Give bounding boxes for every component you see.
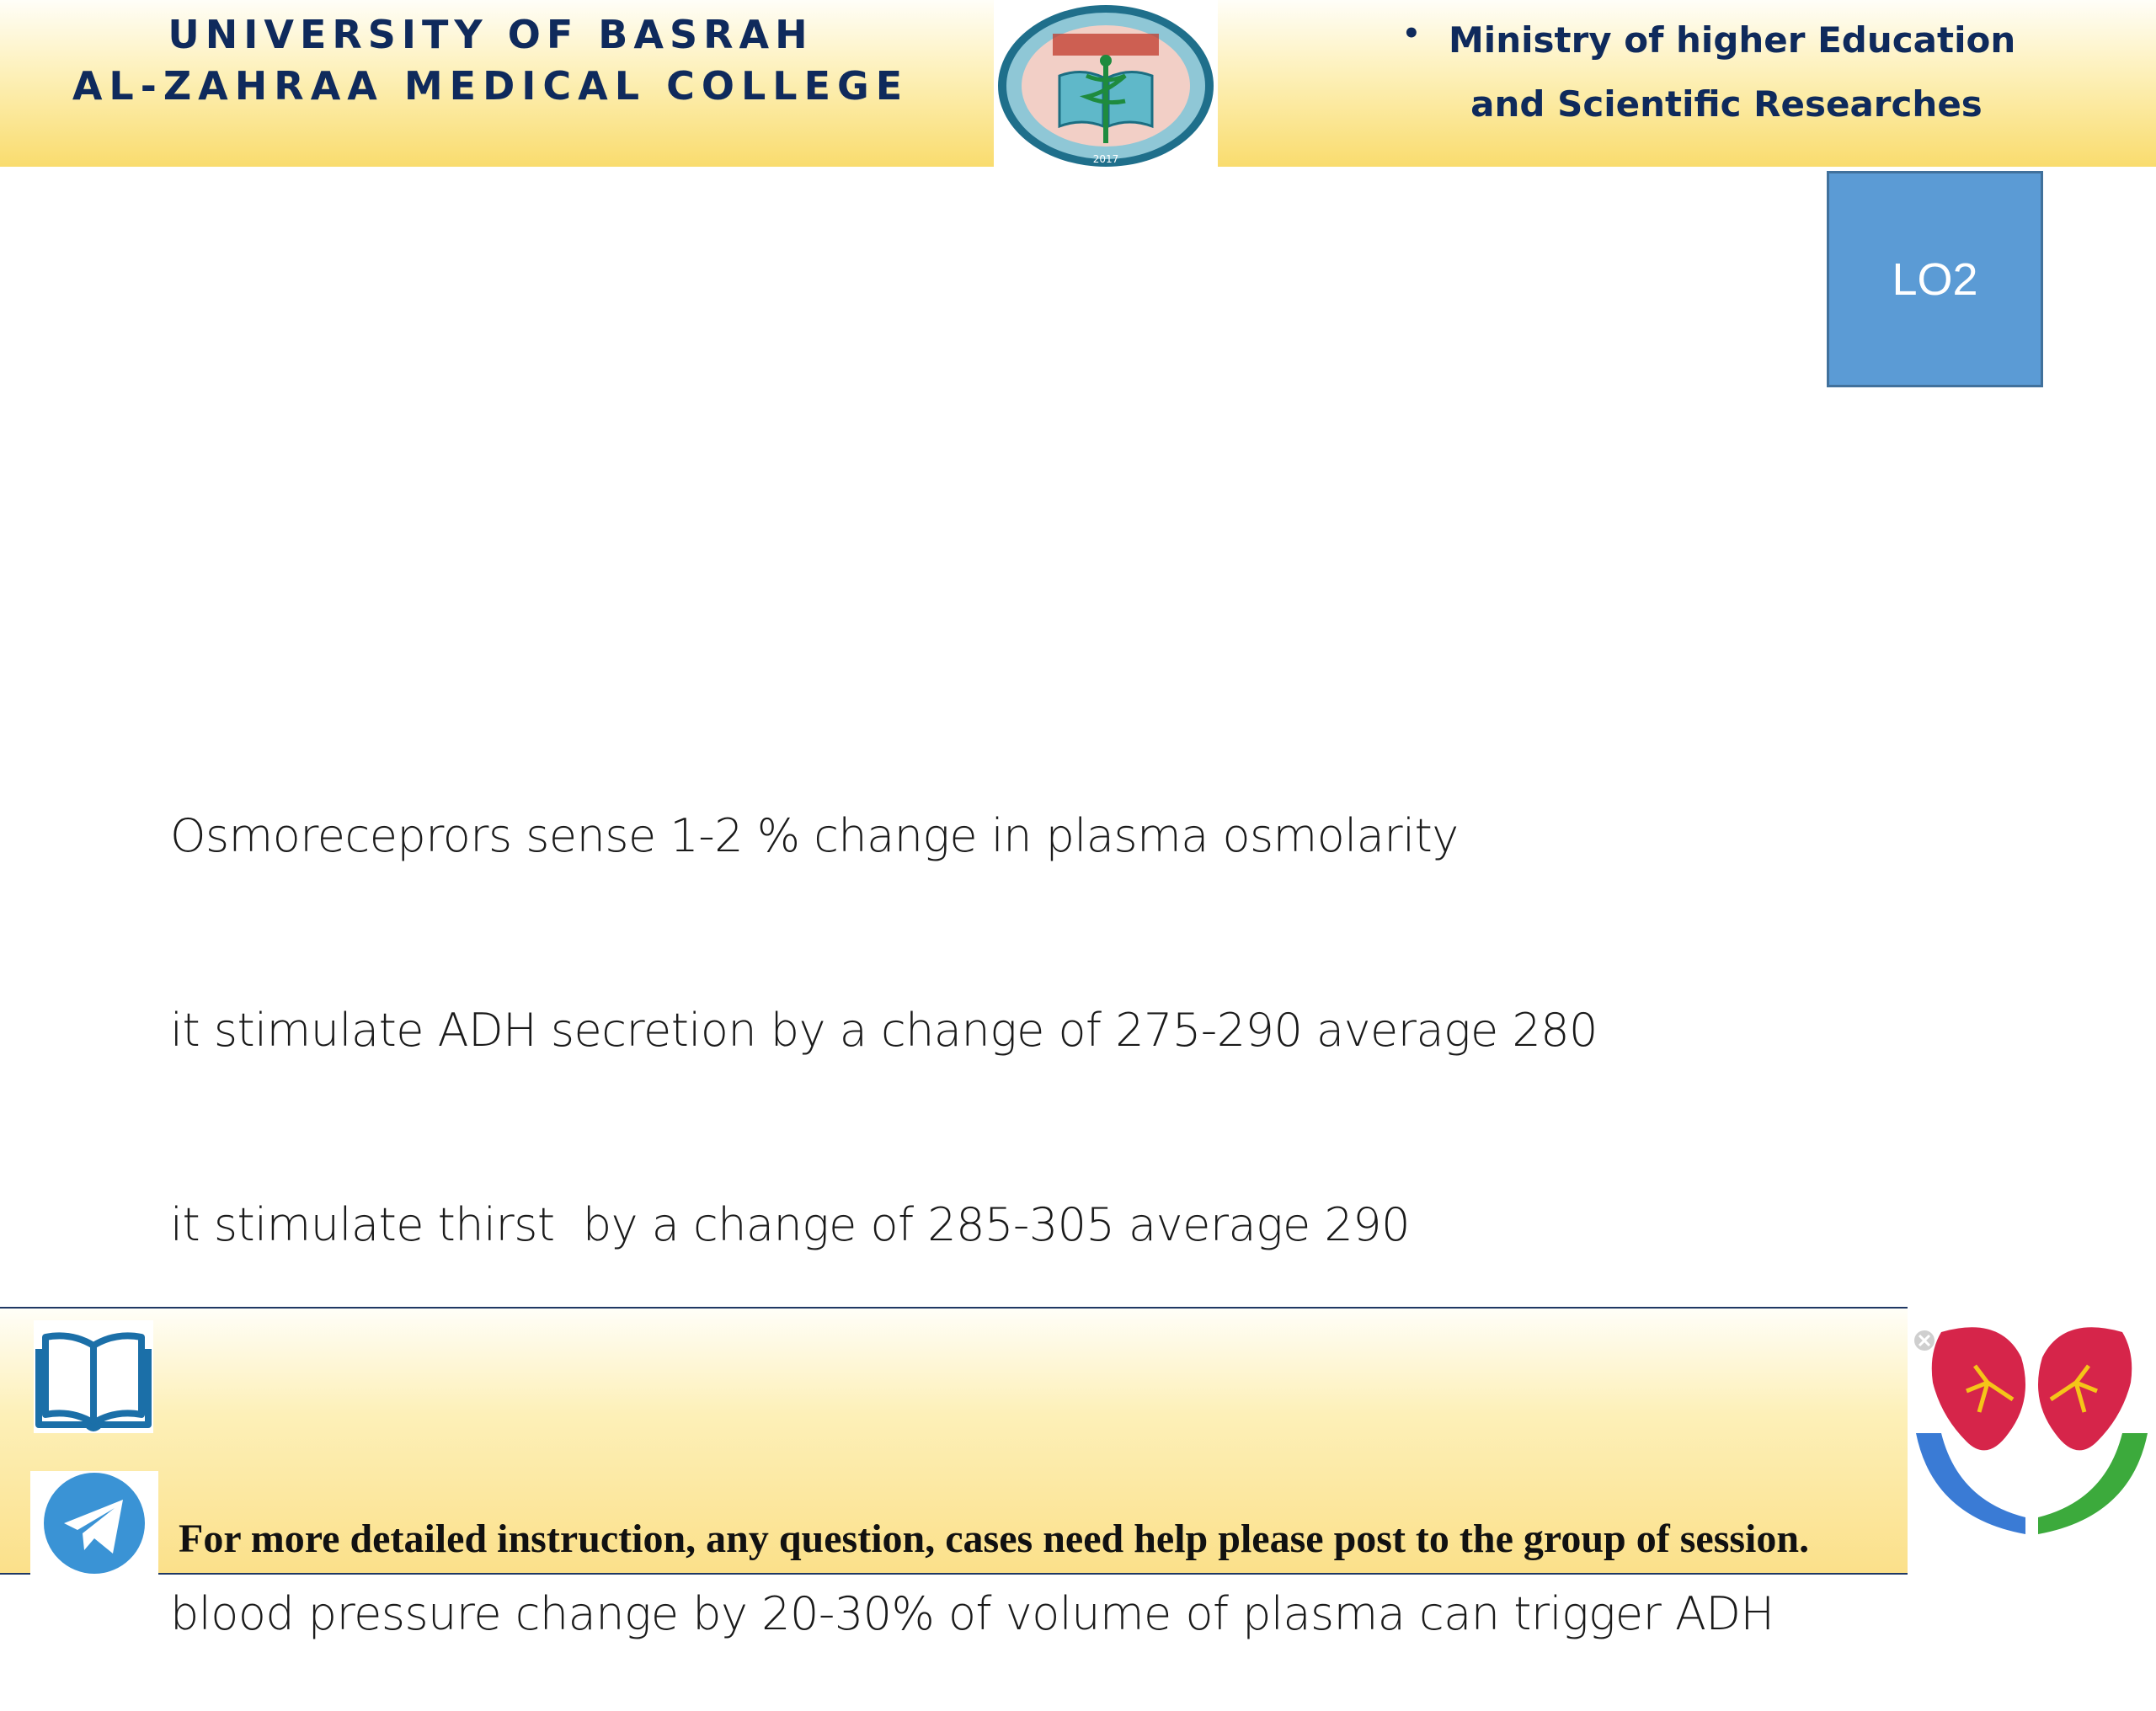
college-name: AL-ZAHRAA MEDICAL COLLEGE <box>72 63 910 109</box>
learning-objective-badge: LO2 <box>1827 171 2043 387</box>
open-book-icon[interactable] <box>34 1320 153 1433</box>
seal-year: 2017 <box>1092 153 1119 165</box>
ministry-name <box>1449 8 2016 136</box>
ministry-bullet: • <box>1402 17 1421 51</box>
telegram-icon[interactable] <box>30 1471 158 1575</box>
ministry-line-2: and Scientific Researches <box>1470 83 1983 125</box>
body-line-2: it stimulate ADH secretion by a change of 275-290 average 280 <box>170 1004 1598 1057</box>
kidney-hands-icon <box>1908 1307 2156 1543</box>
body-line-4: blood pressure change by 20-30% of volume of plasma can trigger ADH <box>170 1587 1774 1640</box>
college-seal-icon <box>994 0 1218 168</box>
university-name: UNIVERSITY OF BASRAH <box>168 12 814 57</box>
ministry-line-1: Ministry of higher Education <box>1449 19 2016 61</box>
body-line-1: Osmoreceprors sense 1-2 % change in plasma osmolarity <box>170 809 1459 862</box>
body-line-3: it stimulate thirst by a change of 285-305 average 290 <box>170 1198 1410 1251</box>
header-left-band <box>0 0 995 167</box>
footer-instruction: For more detailed instruction, any question, cases need help please post to the group of session. <box>179 1516 1810 1561</box>
